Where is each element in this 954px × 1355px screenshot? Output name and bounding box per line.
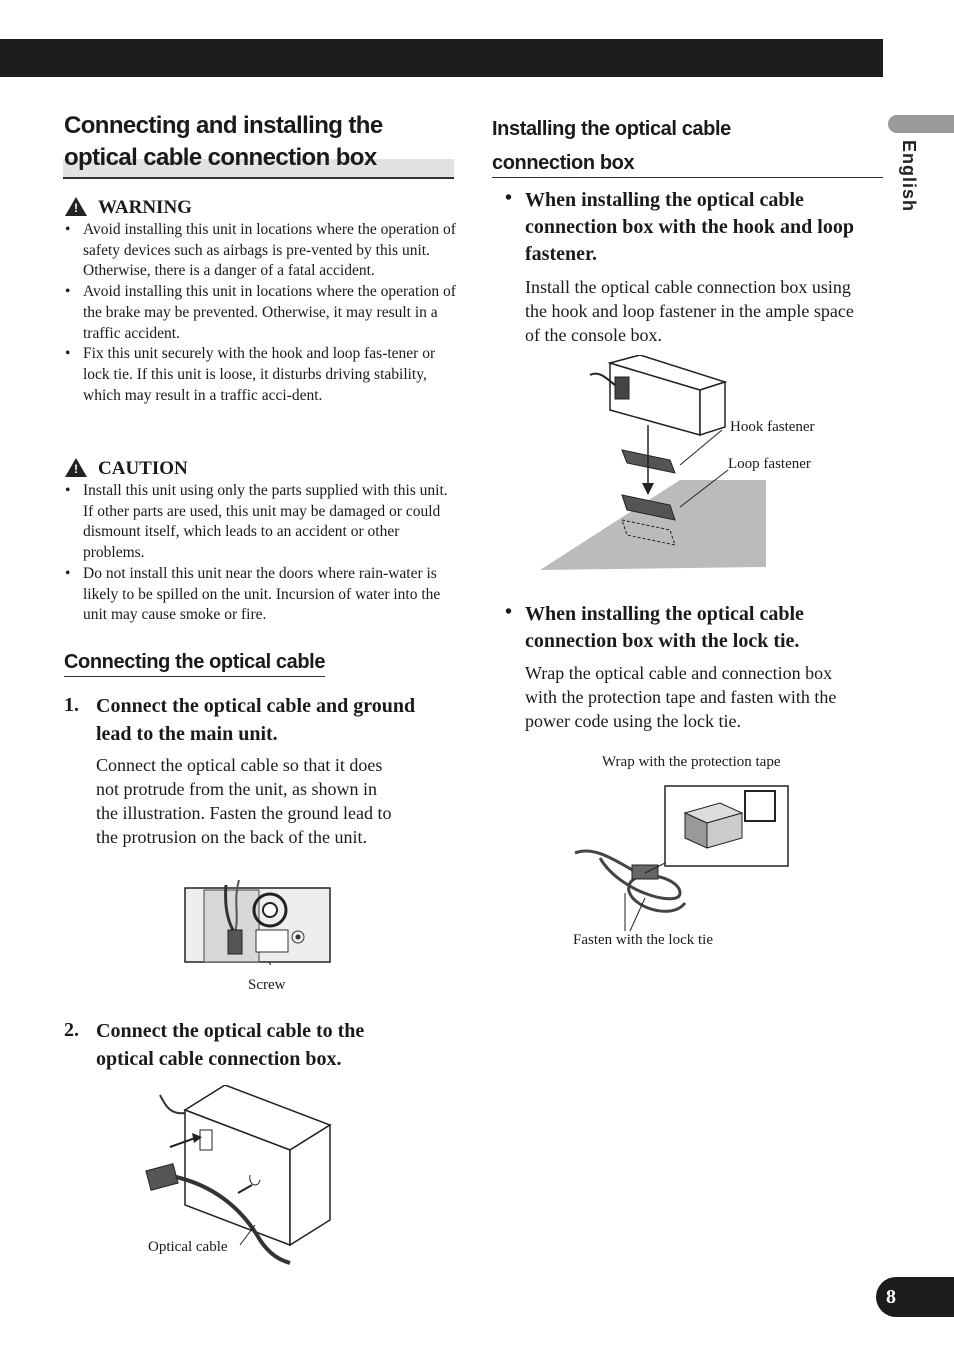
section-title-installing: Installing the optical cable connection box [492,118,731,174]
connection-box-figure [140,1085,340,1265]
warning-list [64,220,456,406]
caution-item: • Install this unit using only the parts supplied with this unit. If other parts are used, this unit may be damaged or could dismount itself, which leads to an accident or other problems. [64,481,456,564]
figure-label-hook-fastener: Hook fastener [730,419,815,435]
figure-label-loop-fastener: Loop fastener [728,456,811,472]
header-bar [0,39,883,77]
lock-tie-figure [570,783,792,935]
step-number: 1. [64,694,79,716]
section-rule [492,177,883,178]
bullet-marker: • [505,601,513,623]
step-number: 2. [64,1019,79,1041]
warning-label: WARNING [98,197,192,218]
step-title: Connect the optical cable to the optical cable connection box. [96,1020,365,1070]
language-label: English [899,140,919,213]
caution-item: • Do not install this unit near the doors where rain-water is likely to be spilled on the unit. Incursion of water into the unit may cause smoke or fire. [64,564,456,626]
language-tab [888,115,954,133]
warning-item: • Fix this unit securely with the hook and loop fas-tener or lock tie. If this unit is loose, it disturbs driving stability, which may result in a traffic acci-dent. [64,344,456,406]
caution-icon: ! [65,458,87,477]
figure-caption-screw: Screw [248,977,286,993]
step-body: Connect the optical cable so that it does not protrude from the unit, as shown in the illustration. Fasten the ground lead to the protrusion on the back of the unit. [96,755,392,847]
bullet-body: Wrap the optical cable and connection box with the protection tape and fasten with the power code using the lock tie. [525,663,837,731]
warning-item: • Avoid installing this unit in locations where the operation of safety devices such as airbags is pre-vented by this unit. Otherwise, there is a danger of a fatal accident. [64,220,456,282]
page-title: Connecting and installing the optical cable connection box [64,112,383,171]
figure-caption-optical-cable: Optical cable [148,1239,228,1255]
section-title-connecting: Connecting the optical cable [64,651,325,677]
warning-icon: ! [65,197,87,216]
bullet-body: Install the optical cable connection box using the hook and loop fastener in the ample space of the console box. [525,277,854,345]
step-title: Connect the optical cable and ground lead to the main unit. [96,695,416,745]
caution-label: CAUTION [98,458,188,479]
warning-item: • Avoid installing this unit in locations where the operation of the brake may be prevented. Otherwise, it may result in a traffic accident. [64,282,456,344]
bullet-marker: • [505,187,513,209]
caution-list [64,481,456,626]
main-unit-figure [184,880,334,965]
figure-label-lock-tie: Fasten with the lock tie [573,932,713,948]
figure-label-protection-tape: Wrap with the protection tape [602,754,781,770]
bullet-title: When installing the optical cable connection box with the lock tie. [525,603,804,652]
page-number: 8 [876,1277,954,1317]
bullet-title: When installing the optical cable connection box with the hook and loop fastener. [525,189,854,265]
